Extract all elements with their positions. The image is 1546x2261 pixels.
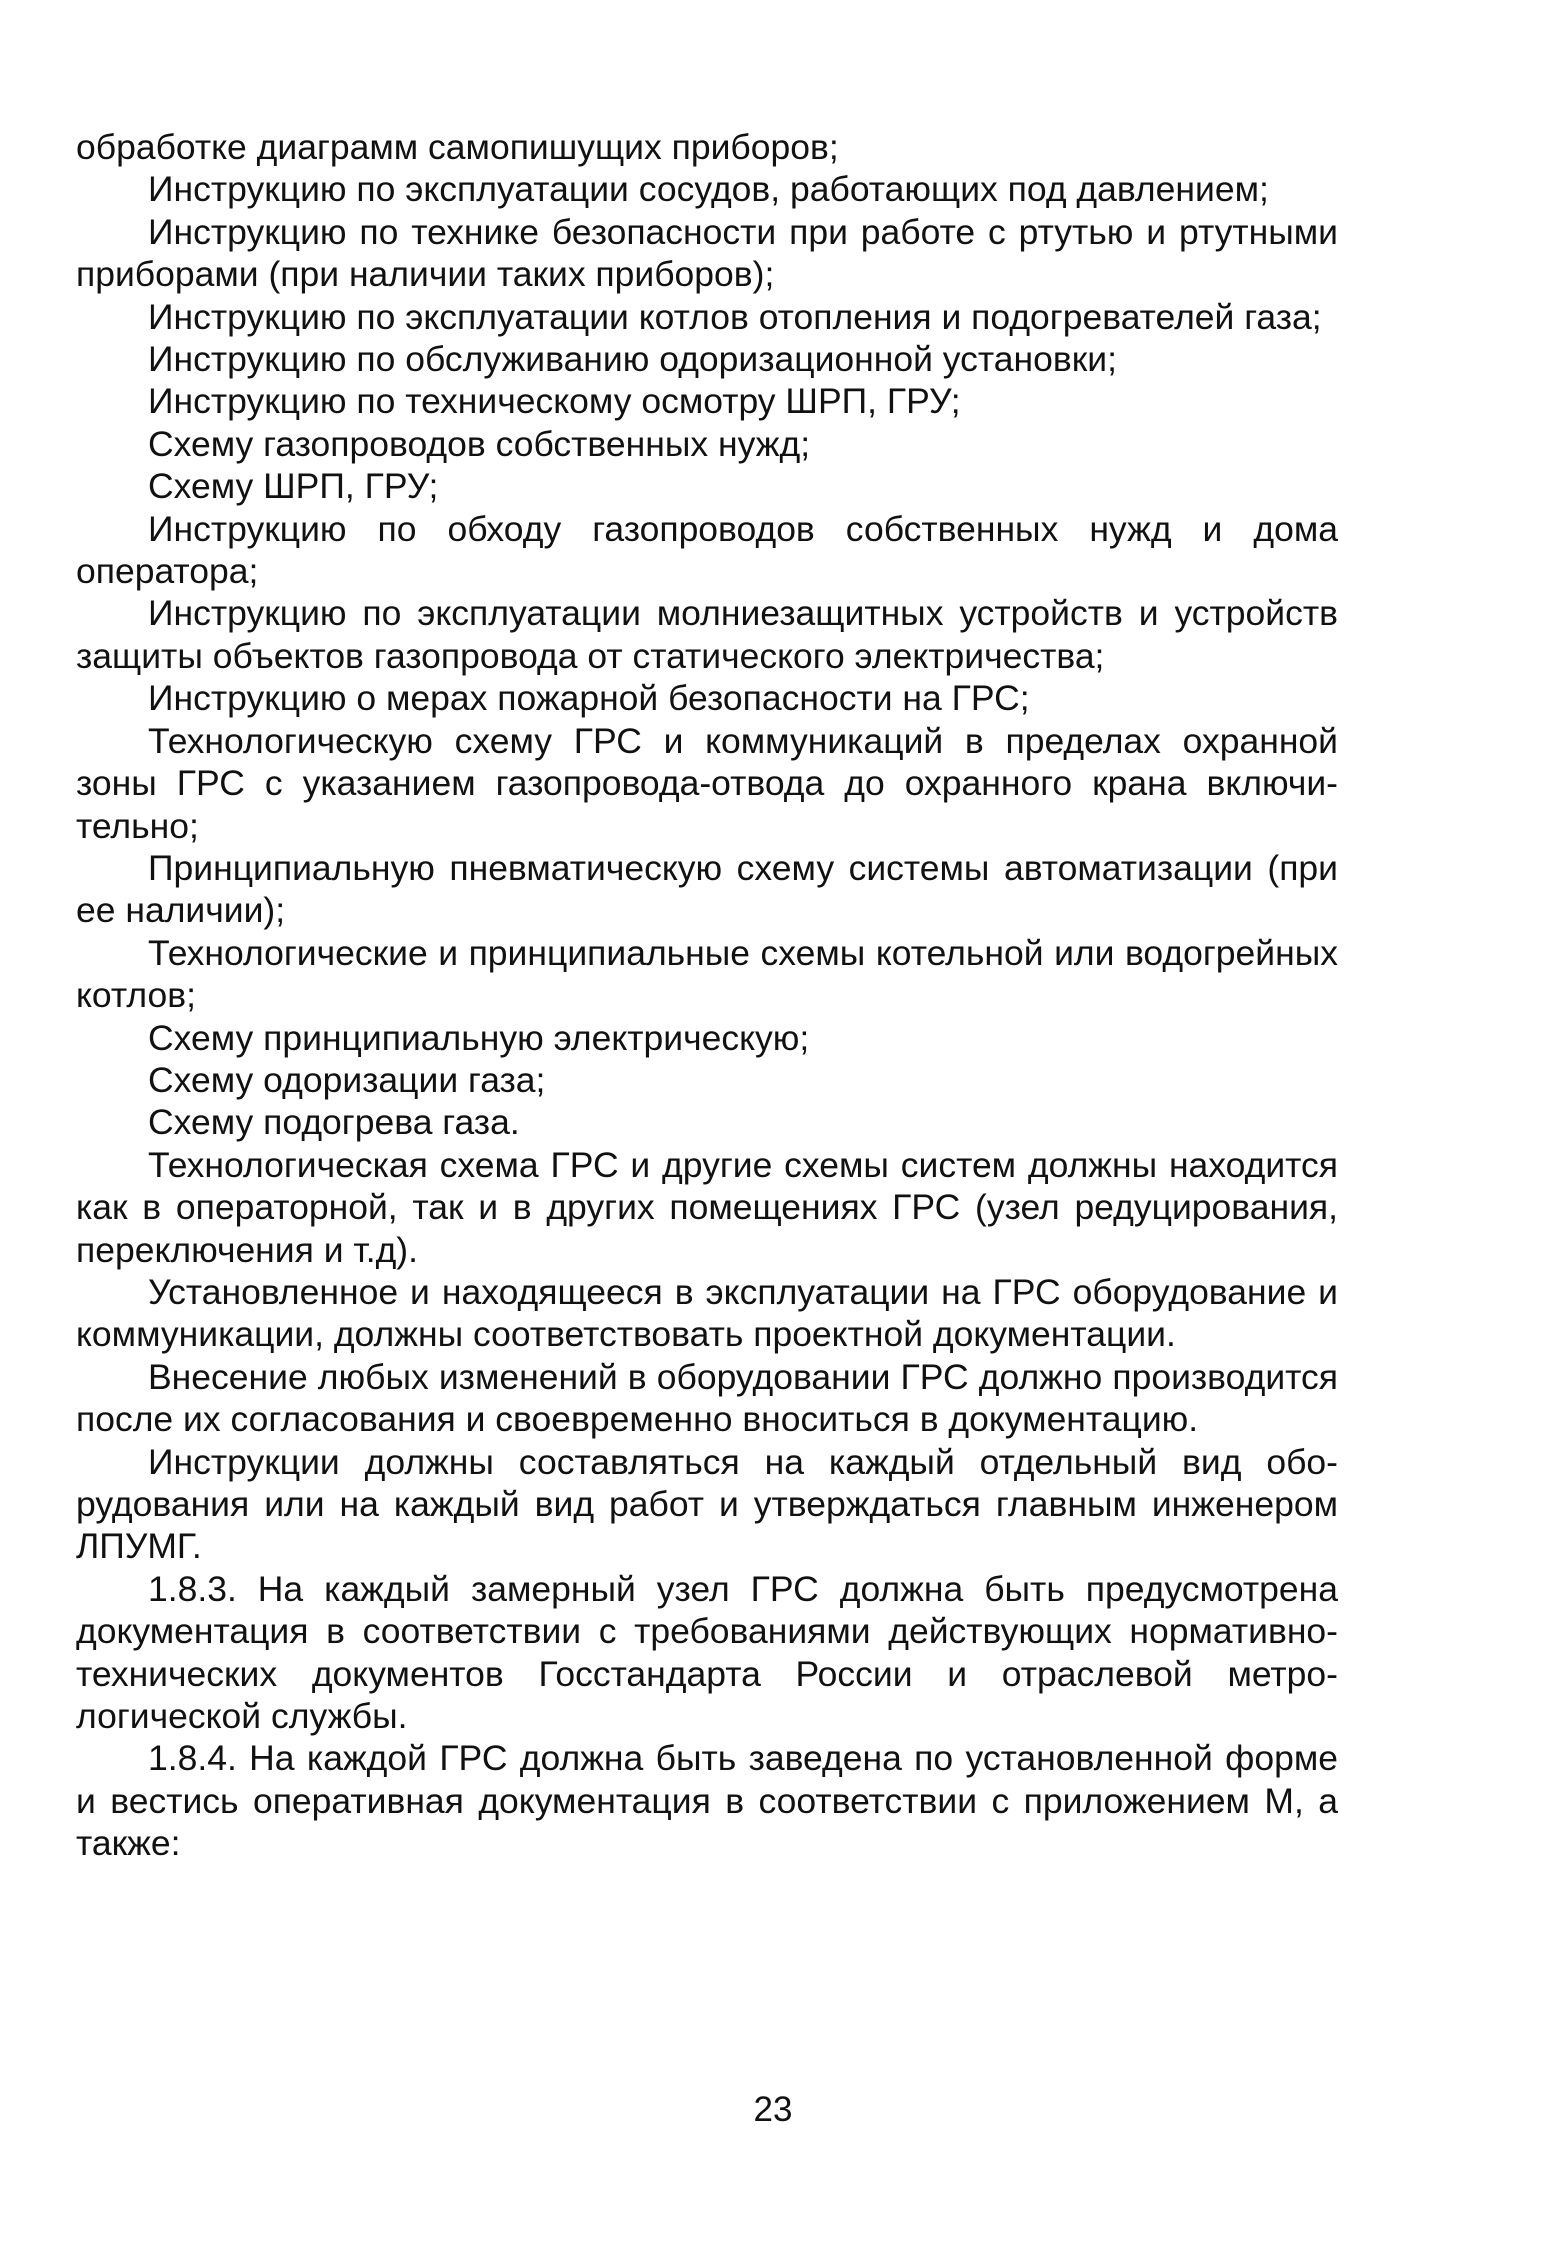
paragraph-pressure-vessels: Инструкцию по эксплуатации сосудов, работающих под давлением; — [148, 169, 1269, 210]
paragraph-changes-approval: Внесение любых изменений в оборудовании ГРС должно производится после их согласования и своевременно вноситься в документацию. — [76, 1356, 1338, 1440]
paragraph-section-1-8-3: 1.8.3. На каждый замерный узел ГРС должна быть предусмотрена документация в соответствии с требованиями действующих нормативно-технических документов Госстандарта России и отраслевой метрологической службы. — [76, 1568, 1338, 1737]
paragraph-fire-safety: Инструкцию о мерах пожарной безопасности на ГРС; — [148, 678, 1030, 719]
paragraph-section-1-8-4: 1.8.4. На каждой ГРС должна быть заведена по установленной форме и вестись оперативная документация в соответствии с приложением М, а также: — [76, 1738, 1338, 1864]
body-text — [76, 126, 1338, 1865]
paragraph-scheme-location: Технологическая схема ГРС и другие схемы систем должны находится как в операторной, так и в других помещениях ГРС (узел редуцирования, переключения и т.д). — [76, 1144, 1338, 1270]
paragraph-electrical-scheme: Схему принципиальную электрическую; — [148, 1017, 810, 1058]
paragraph-technological-scheme: Технологическую схему ГРС и коммуникаций в пределах охранной зоны ГРС с указанием газопровода-отвода до охранного крана включительно; — [76, 720, 1338, 846]
paragraph-equipment-compliance: Установленное и находящееся в эксплуатации на ГРС оборудование и коммуникации, должны соответствовать проектной документации. — [76, 1271, 1338, 1355]
paragraph-shrp-scheme: Схему ШРП, ГРУ; — [148, 466, 439, 507]
paragraph-continuation: обработке диаграмм самопишущих приборов; — [76, 127, 839, 167]
paragraph-odorization-unit: Инструкцию по обслуживанию одоризационной установки; — [148, 339, 1117, 380]
page-number: 23 — [753, 2090, 793, 2129]
paragraph-instructions-approval: Инструкции должны составляться на каждый отдельный вид оборудования или на каждый вид работ и утверждаться главным инженером ЛПУМГ. — [76, 1441, 1338, 1567]
paragraph-heating-scheme: Схему подогрева газа. — [148, 1102, 520, 1143]
paragraph-shrp-inspection: Инструкцию по техническому осмотру ШРП, ГРУ; — [148, 381, 961, 422]
paragraph-boilers-heaters: Инструкцию по эксплуатации котлов отопления и подогревателей газа; — [148, 296, 1322, 337]
paragraph-odorization-scheme: Схему одоризации газа; — [148, 1059, 546, 1100]
paragraph-pipeline-walkround: Инструкцию по обходу газопроводов собственных нужд и дома оператора; — [76, 508, 1338, 592]
paragraph-own-needs-scheme: Схему газопроводов собственных нужд; — [148, 423, 811, 464]
paragraph-boiler-schemes: Технологические и принципиальные схемы котельной или водогрейных котлов; — [76, 932, 1338, 1016]
paragraph-pneumatic-scheme: Принципиальную пневматическую схему системы автоматизации (при ее наличии); — [76, 847, 1338, 931]
paragraph-lightning-protection: Инструкцию по эксплуатации молниезащитных устройств и устройств защиты объектов газопровода от статического электричества; — [76, 593, 1338, 676]
paragraph-mercury-safety: Инструкцию по технике безопасности при работе с ртутью и ртутными приборами (при наличии таких приборов); — [76, 211, 1338, 295]
